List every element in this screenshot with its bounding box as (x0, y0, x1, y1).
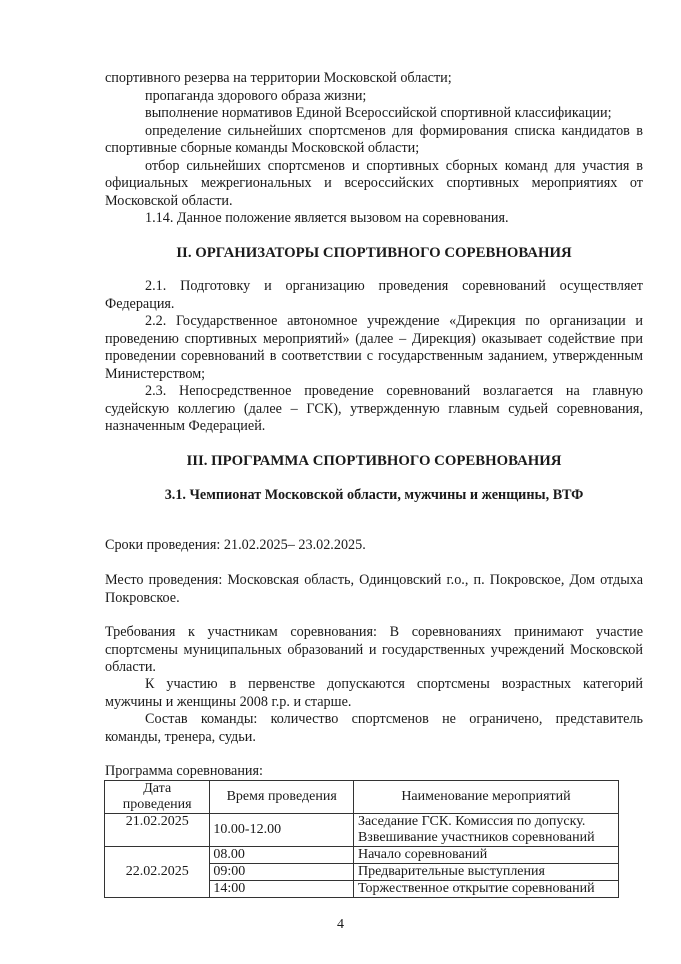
row-event: Предварительные выступления (353, 864, 618, 881)
intro-line: отбор сильнейших спортсменов и спортивных сборных команд для участия в официальных межрегиональных и всероссийских спортивных мероприятиях от Московской области. (105, 157, 643, 209)
section-2-title: II. ОРГАНИЗАТОРЫ СПОРТИВНОГО СОРЕВНОВАНИЯ (176, 245, 572, 261)
requirements-line: Требования к участникам соревнования: В соревнованиях принимают участие спортсмены муниципальных образований и государственных учреждений Московской области. (105, 624, 643, 675)
table-row (105, 847, 619, 864)
dates-line: Сроки проведения: 21.02.2025– 23.02.2025. (105, 537, 366, 553)
paragraph-2-1: 2.1. Подготовку и организацию проведения соревнований осуществляет Федерация. (105, 278, 643, 312)
row-time: 08.00 (210, 847, 354, 864)
intro-line: спортивного резерва на территории Московской области; (105, 70, 452, 86)
row-event: Начало соревнований (353, 847, 618, 864)
row-date: 21.02.2025 (105, 814, 210, 847)
place-line: Место проведения: Московская область, Одинцовский г.о., п. Покровское, Дом отдыха Покровское. (105, 572, 643, 606)
table-row (105, 814, 619, 847)
event-line: Заседание ГСК. Комиссия по допуску. (357, 814, 586, 829)
intro-line: выполнение нормативов Единой Всероссийской спортивной классификации; (145, 105, 612, 121)
header-event: Наименование мероприятий (353, 781, 618, 814)
program-label: Программа соревнования: (105, 763, 263, 779)
section-3-subtitle: 3.1. Чемпионат Московской области, мужчины и женщины, ВТФ (164, 487, 584, 503)
row-time: 10.00-12.00 (210, 814, 354, 847)
admission-line: К участию в первенстве допускаются спортсмены возрастных категорий мужчины и женщины 2008 г.р. и старше. (105, 676, 643, 710)
paragraph-2-2: 2.2. Государственное автономное учреждение «Дирекция по организации и проведению спортивных мероприятий» (далее – Дирекция) оказывает содействие при проведении соревнований в соответствии с государственным заданием, утвержденным Министерством; (105, 313, 643, 382)
row-date: 22.02.2025 (105, 847, 210, 898)
table-header-row (105, 781, 619, 814)
paragraph-2-3: 2.3. Непосредственное проведение соревнований возлагается на главную судейскую коллегию (далее – ГСК), утвержденную главным судьей соревнования, назначенным Федерацией. (105, 383, 643, 434)
event-line: Взвешивание участников соревнований (357, 830, 595, 845)
intro-line: пропаганда здорового образа жизни; (145, 87, 367, 104)
row-event: Торжественное открытие соревнований (353, 881, 618, 898)
page-number: 4 (337, 917, 344, 932)
intro-block (105, 70, 643, 228)
intro-line: 1.14. Данное положение является вызовом на соревнования. (145, 210, 509, 226)
program-table (104, 780, 619, 898)
intro-line: определение сильнейших спортсменов для формирования списка кандидатов в спортивные сборные команды Московской области; (105, 122, 643, 156)
section-3-title: III. ПРОГРАММА СПОРТИВНОГО СОРЕВНОВАНИЯ (186, 453, 562, 469)
header-time: Время проведения (210, 781, 354, 814)
row-time: 14:00 (210, 881, 354, 898)
row-event (353, 814, 618, 847)
team-line: Состав команды: количество спортсменов не ограничено, представитель команды, тренера, судьи. (105, 711, 643, 745)
row-time: 09:00 (210, 864, 354, 881)
section-2-body (105, 278, 643, 436)
header-date: Дата проведения (105, 781, 210, 814)
